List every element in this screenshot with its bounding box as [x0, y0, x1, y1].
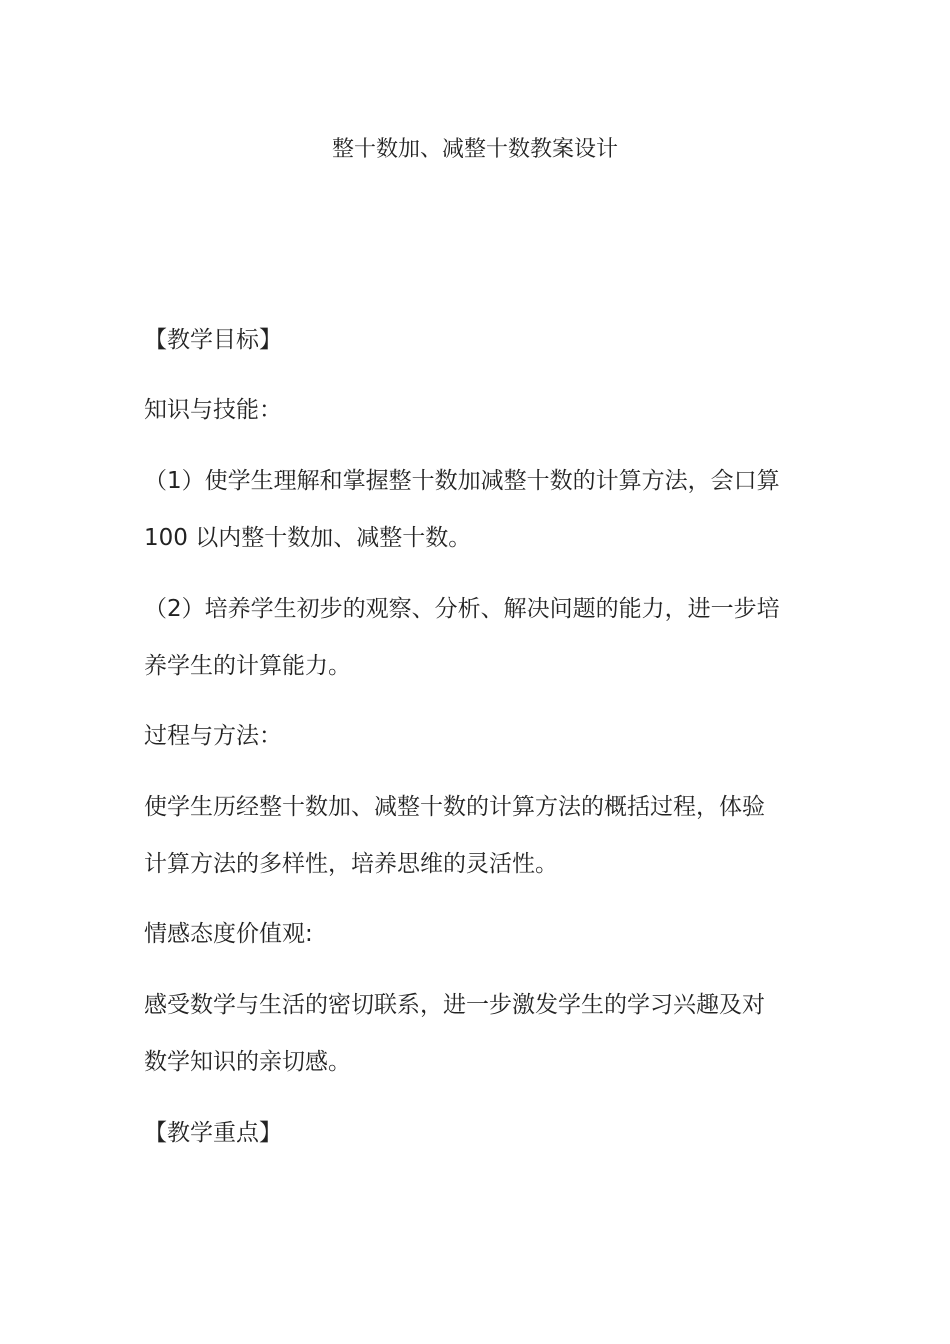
paragraph-objective-2-line-1: （2）培养学生初步的观察、分析、解决问题的能力，进一步培: [144, 596, 780, 622]
paragraph-objective-1-line-1: （1）使学生理解和掌握整十数加减整十数的计算方法，会口算: [144, 468, 780, 494]
paragraph-attitude-line-1: 感受数学与生活的密切联系，进一步激发学生的学习兴趣及对: [144, 992, 765, 1018]
subheading-process-methods: 过程与方法：: [144, 723, 282, 749]
paragraph-process-line-1: 使学生历经整十数加、减整十数的计算方法的概括过程，体验: [144, 794, 765, 820]
subheading-knowledge-skills: 知识与技能：: [144, 397, 282, 423]
paragraph-objective-1-line-2: 100 以内整十数加、减整十数。: [144, 525, 472, 551]
document-title: 整十数加、减整十数教案设计: [331, 137, 618, 162]
section-heading-teaching-focus: 【教学重点】: [144, 1120, 282, 1146]
subheading-attitude-values: 情感态度价值观:: [144, 921, 313, 947]
paragraph-attitude-line-2: 数学知识的亲切感。: [144, 1049, 351, 1075]
paragraph-process-line-2: 计算方法的多样性，培养思维的灵活性。: [144, 851, 558, 877]
paragraph-objective-2-line-2: 养学生的计算能力。: [144, 653, 351, 679]
section-heading-teaching-objectives: 【教学目标】: [144, 327, 282, 353]
